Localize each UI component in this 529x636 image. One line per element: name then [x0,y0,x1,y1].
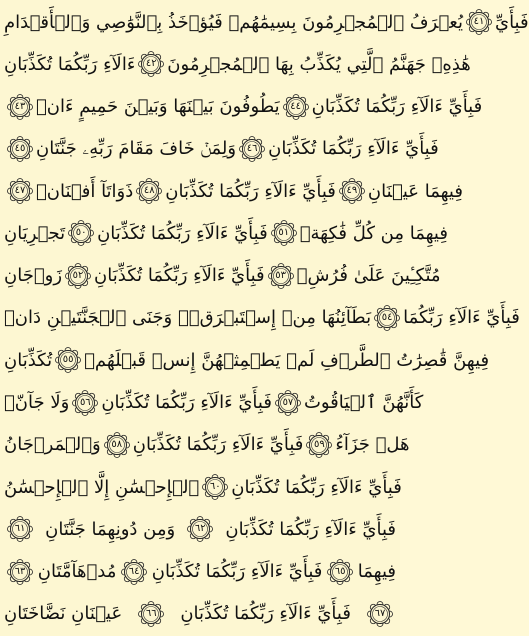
verse-text: فَبِأَيِّ ءَالَآءِ رَبِّكُمَا تُكَذِّبَانِ [101,392,272,414]
verse-text: ءَالَآءِ رَبِّكُمَا تُكَذِّبَانِ [4,53,136,75]
ayah-number: ٦٣ [14,565,26,577]
text-lines [4,2,529,634]
verse-text: زَوۡجَانِ [4,265,63,287]
text-line [4,87,483,127]
verse-text: فَبِأَيِّ ءَالَآءِ رَبِّكُمَا تُكَذِّبَانِ [180,603,351,625]
verse-text: هَلۡ جَزَآءُ [335,434,410,456]
verse-text: عَيۡنَانِ نَضَّاخَتَانِ [4,603,123,625]
text-line [4,467,402,507]
ayah-number: ٥٨ [111,438,123,450]
ayah-marker [367,601,393,627]
ayah-number: ٥٠ [75,227,87,239]
verse-text: وَلَا جَآنّٞ [4,392,70,414]
ayah-number: ٦٤ [128,565,140,577]
verse-text: وَٱلۡمَرۡجَانُ [4,434,101,456]
ayah-marker [72,390,98,416]
text-line [4,2,529,42]
ayah-number: ٦٠ [209,481,221,493]
verse-text: فِيهِمَا [357,561,396,583]
ayah-marker [104,432,130,458]
verse-text: فَبِأَيِّ ءَالَآءِ رَبِّكُمَا تُكَذِّبَانِ [151,561,323,583]
ayah-marker [374,305,400,331]
text-line [4,383,424,423]
ayah-number: ٦٥ [334,565,346,577]
ayah-number: ٦٢ [194,523,206,535]
ayah-number: ٤٨ [143,185,155,197]
text-line [4,594,396,634]
text-line [4,509,396,549]
ayah-number: ٥٩ [314,438,325,450]
verse-text: فَبِأَيِّ ءَالَآءِ رَبِّكُمَا تُكَذِّبَانِ [94,265,265,287]
ayah-number: ٥٧ [282,396,294,408]
text-line [4,298,520,338]
ayah-number: ٤٤ [290,100,301,112]
ayah-marker [202,474,228,500]
verse-text: ذَوَاتَآ أَفۡنَانٖ [36,180,134,202]
ayah-number: ٥٢ [72,269,84,281]
ayah-number: ٤٥ [14,142,26,154]
verse-text: تَجۡرِيَانِ [4,222,66,244]
ayah-number: ٦٦ [145,607,157,619]
verse-text: فِيهِنَّ قَٰصِرَٰتُ ٱلطَّرۡفِ لَمۡ يَطۡمِثۡهُنَّ إِنسٞ قَبۡلَهُمۡ [84,349,490,371]
verse-text: بَطَآئِنُهَا مِنۡ إِسۡتَبۡرَقٖۚ وَجَنَى ٱلۡجَنَّتَيۡنِ دَانٖ [4,307,372,329]
ayah-marker [268,263,294,289]
verse-text: ٱلۡإِحۡسَٰنِ إِلَّا ٱلۡإِحۡسَٰنُ [4,476,200,498]
text-line [4,425,410,465]
ayah-marker [138,51,164,77]
ayah-marker [7,178,33,204]
ayah-number: ٤٢ [145,58,157,70]
ayah-marker [65,263,91,289]
ayah-marker [68,220,94,246]
ayah-marker [138,601,164,627]
ayah-marker [7,136,33,162]
ayah-marker [239,136,265,162]
ayah-marker [7,559,33,585]
ayah-marker [121,559,147,585]
verse-text: فَبِأَيِّ ءَالَآءِ رَبِّكُمَا تُكَذِّبَانِ [97,222,268,244]
verse-text: تُكَذِّبَانِ [4,349,53,371]
ayah-marker [339,178,365,204]
verse-text: يَطُوفُونَ بَيۡنَهَا وَبَيۡنَ حَمِيمٍ ءَانٖ [36,96,280,118]
verse-text: مُتَّكِـِٔينَ عَلَىٰ فُرُشِۭ [296,265,441,287]
ayah-marker [55,347,81,373]
ayah-number: ٤٦ [246,142,258,154]
text-line [4,256,441,296]
ayah-marker [275,390,301,416]
verse-text: فَبِأَيِّ ءَالَآءِ رَبِّكُمَا [403,307,520,329]
verse-text: وَمِن دُونِهِمَا جَنَّتَانِ [45,518,176,540]
verse-text: فَبِأَيِّ ءَالَآءِ رَبِّكُمَا تُكَذِّبَانِ [132,434,304,456]
ayah-number: ٦٧ [374,607,386,619]
text-line [4,171,463,211]
ayah-marker [466,9,492,35]
verse-text: وَلِمَنۡ خَافَ مَقَامَ رَبِّهِۦ جَنَّتَانِ [36,138,237,160]
ayah-marker [306,432,332,458]
ayah-number: ٥٣ [275,269,287,281]
text-line [4,340,490,380]
verse-text: يُعۡرَفُ ٱلۡمُجۡرِمُونَ بِسِيمَٰهُمۡ فَيُؤۡخَذُ بِٱلنَّوَٰصِي وَٱلۡأَقۡدَامِ [4,11,463,33]
verse-text: فِيهِمَا مِن كُلِّ فَٰكِهَةٖ [299,222,448,244]
ayah-number: ٥١ [278,227,290,239]
verse-text: مُدۡهَآمَّتَانِ [37,561,117,583]
text-line [4,44,471,84]
ayah-number: ٤٩ [346,185,358,197]
ayah-marker [7,94,33,120]
verse-text: كَأَنَّهُنَّ ٱلۡيَاقُوتُ [303,392,424,414]
text-line [4,129,439,169]
verse-text: فَبِأَيِّ ءَالَآءِ رَبِّكُمَا تُكَذِّبَانِ [268,138,439,160]
ayah-marker [136,178,162,204]
ayah-number: ٦١ [14,523,26,535]
verse-text: فَبِأَيِّ ءَالَآءِ رَبِّكُمَا تُكَذِّبَانِ [311,96,483,118]
ayah-marker [327,559,353,585]
text-line [4,213,448,253]
ayah-number: ٥٤ [381,311,393,323]
ayah-marker [7,516,33,542]
ayah-number: ٥٥ [62,354,74,366]
text-line [4,552,396,592]
ayah-number: ٤٣ [14,100,26,112]
ayah-marker [187,516,213,542]
ayah-marker [283,94,309,120]
verse-text: فِيهِمَا عَيۡنَانِ [367,180,463,202]
ayah-marker [271,220,297,246]
verse-text: فَبِأَيِّ ءَالَآءِ رَبِّكُمَا تُكَذِّبَانِ [231,476,402,498]
ayah-number: ٤١ [473,16,485,27]
verse-text: هَٰذِهِۦ جَهَنَّمُ ٱلَّتِي يُكَذِّبُ بِهَا ٱلۡمُجۡرِمُونَ [167,53,471,75]
ayah-number: ٥٦ [79,396,91,408]
verse-text: فَبِأَيِّ [494,11,529,33]
verse-text: فَبِأَيِّ ءَالَآءِ رَبِّكُمَا تُكَذِّبَانِ [225,518,396,540]
ayah-number: ٤٧ [14,185,26,197]
verse-text: فَبِأَيِّ ءَالَآءِ رَبِّكُمَا تُكَذِّبَانِ [165,180,336,202]
